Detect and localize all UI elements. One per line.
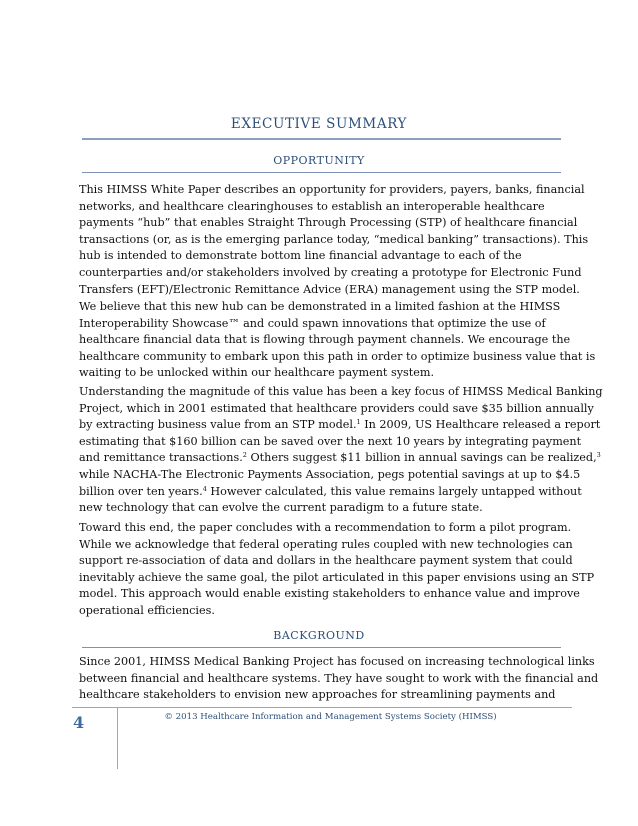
text-line: Transfers (EFT)/Electronic Remittance Advice (ERA) management using the STP model. xyxy=(79,282,580,296)
text-line: model. This approach would enable existing stakeholders to enhance value and improve xyxy=(79,587,580,601)
footnote-ref: 1 xyxy=(356,418,361,427)
footnote-ref: 2 xyxy=(242,451,247,460)
text-line: healthcare stakeholders to envision new approaches for streamlining payments and xyxy=(79,688,556,702)
text-line xyxy=(79,484,582,501)
section-heading-background: BACKGROUND xyxy=(273,629,365,642)
footnote-ref: 4 xyxy=(202,484,207,493)
text-line: healthcare financial data that is flowing through payment channels. We encourage the xyxy=(79,333,571,347)
paragraph-intro xyxy=(79,182,589,298)
copyright-notice: © 2013 Healthcare Information and Management Systems Society (HIMSS) xyxy=(164,712,497,722)
text-line: Interoperability Showcase™ and could spawn innovations that optimize the use of xyxy=(79,316,546,330)
paragraph-background xyxy=(79,654,599,704)
section-divider xyxy=(82,647,561,648)
text-line: Project, which in 2001 estimated that healthcare providers could save $35 billion annually xyxy=(79,401,594,415)
text-fragment: by extracting business value from an STP model. xyxy=(79,418,357,432)
text-line: Toward this end, the paper concludes with a recommendation to form a pilot program. xyxy=(79,521,572,534)
title-divider xyxy=(82,138,561,140)
text-line: operational efficiencies. xyxy=(79,603,215,617)
text-line xyxy=(79,450,601,467)
text-line: We believe that this new hub can be demonstrated in a limited fashion at the HIMSS xyxy=(79,300,561,313)
text-fragment: billion over ten years. xyxy=(79,484,203,498)
paragraph-hub xyxy=(79,299,596,382)
text-line: payments “hub” that enables Straight Through Processing (STP) of healthcare financial xyxy=(79,216,578,230)
text-line: support re-association of data and dollars in the healthcare payment system that could xyxy=(79,554,573,568)
page-title: EXECUTIVE SUMMARY xyxy=(230,116,408,132)
text-fragment: Others suggest $11 billion in annual savings can be realized, xyxy=(246,451,597,465)
paragraph-value xyxy=(79,384,603,517)
text-line: waiting to be unlocked within our healthcare payment system. xyxy=(79,366,435,380)
text-fragment: However calculated, this value remains largely untapped without xyxy=(206,484,582,498)
text-line: between financial and healthcare systems. They have sought to work with the financial and xyxy=(79,671,599,685)
text-line xyxy=(79,417,601,434)
text-line: new technology that can evolve the current paradigm to a future state. xyxy=(79,501,483,515)
section-heading-opportunity: OPPORTUNITY xyxy=(273,154,365,167)
text-line: This HIMSS White Paper describes an opportunity for providers, payers, banks, financial xyxy=(79,183,585,196)
text-line: Understanding the magnitude of this value has been a key focus of HIMSS Medical Banking xyxy=(79,385,603,398)
text-line: Since 2001, HIMSS Medical Banking Project has focused on increasing technological links xyxy=(79,655,595,668)
text-line: inevitably achieve the same goal, the pilot articulated in this paper envisions using an STP xyxy=(79,570,595,584)
text-line: While we acknowledge that federal operating rules coupled with new technologies can xyxy=(79,537,573,551)
text-fragment: and remittance transactions. xyxy=(79,451,243,465)
paragraph-pilot xyxy=(79,520,595,620)
text-line: while NACHA-The Electronic Payments Association, pegs potential savings at up to $4.5 xyxy=(79,467,581,481)
text-line: transactions (or, as is the emerging parlance today, “medical banking” transactions). This xyxy=(79,232,589,246)
footer-divider xyxy=(72,707,572,708)
text-line: networks, and healthcare clearinghouses to establish an interoperable healthcare xyxy=(79,199,545,213)
page-number: 4 xyxy=(73,713,85,732)
text-line: hub is intended to demonstrate bottom line financial advantage to each of the xyxy=(79,249,522,263)
footnote-ref: 3 xyxy=(596,451,601,460)
text-fragment: In 2009, US Healthcare released a report xyxy=(360,418,601,432)
text-line: estimating that $160 billion can be saved over the next 10 years by integrating payment xyxy=(79,434,582,448)
text-line: counterparties and/or stakeholders involved by creating a prototype for Electronic Fund xyxy=(79,265,582,279)
section-divider xyxy=(82,172,561,173)
text-line: healthcare community to embark upon this path in order to optimize business value that is xyxy=(79,349,596,363)
